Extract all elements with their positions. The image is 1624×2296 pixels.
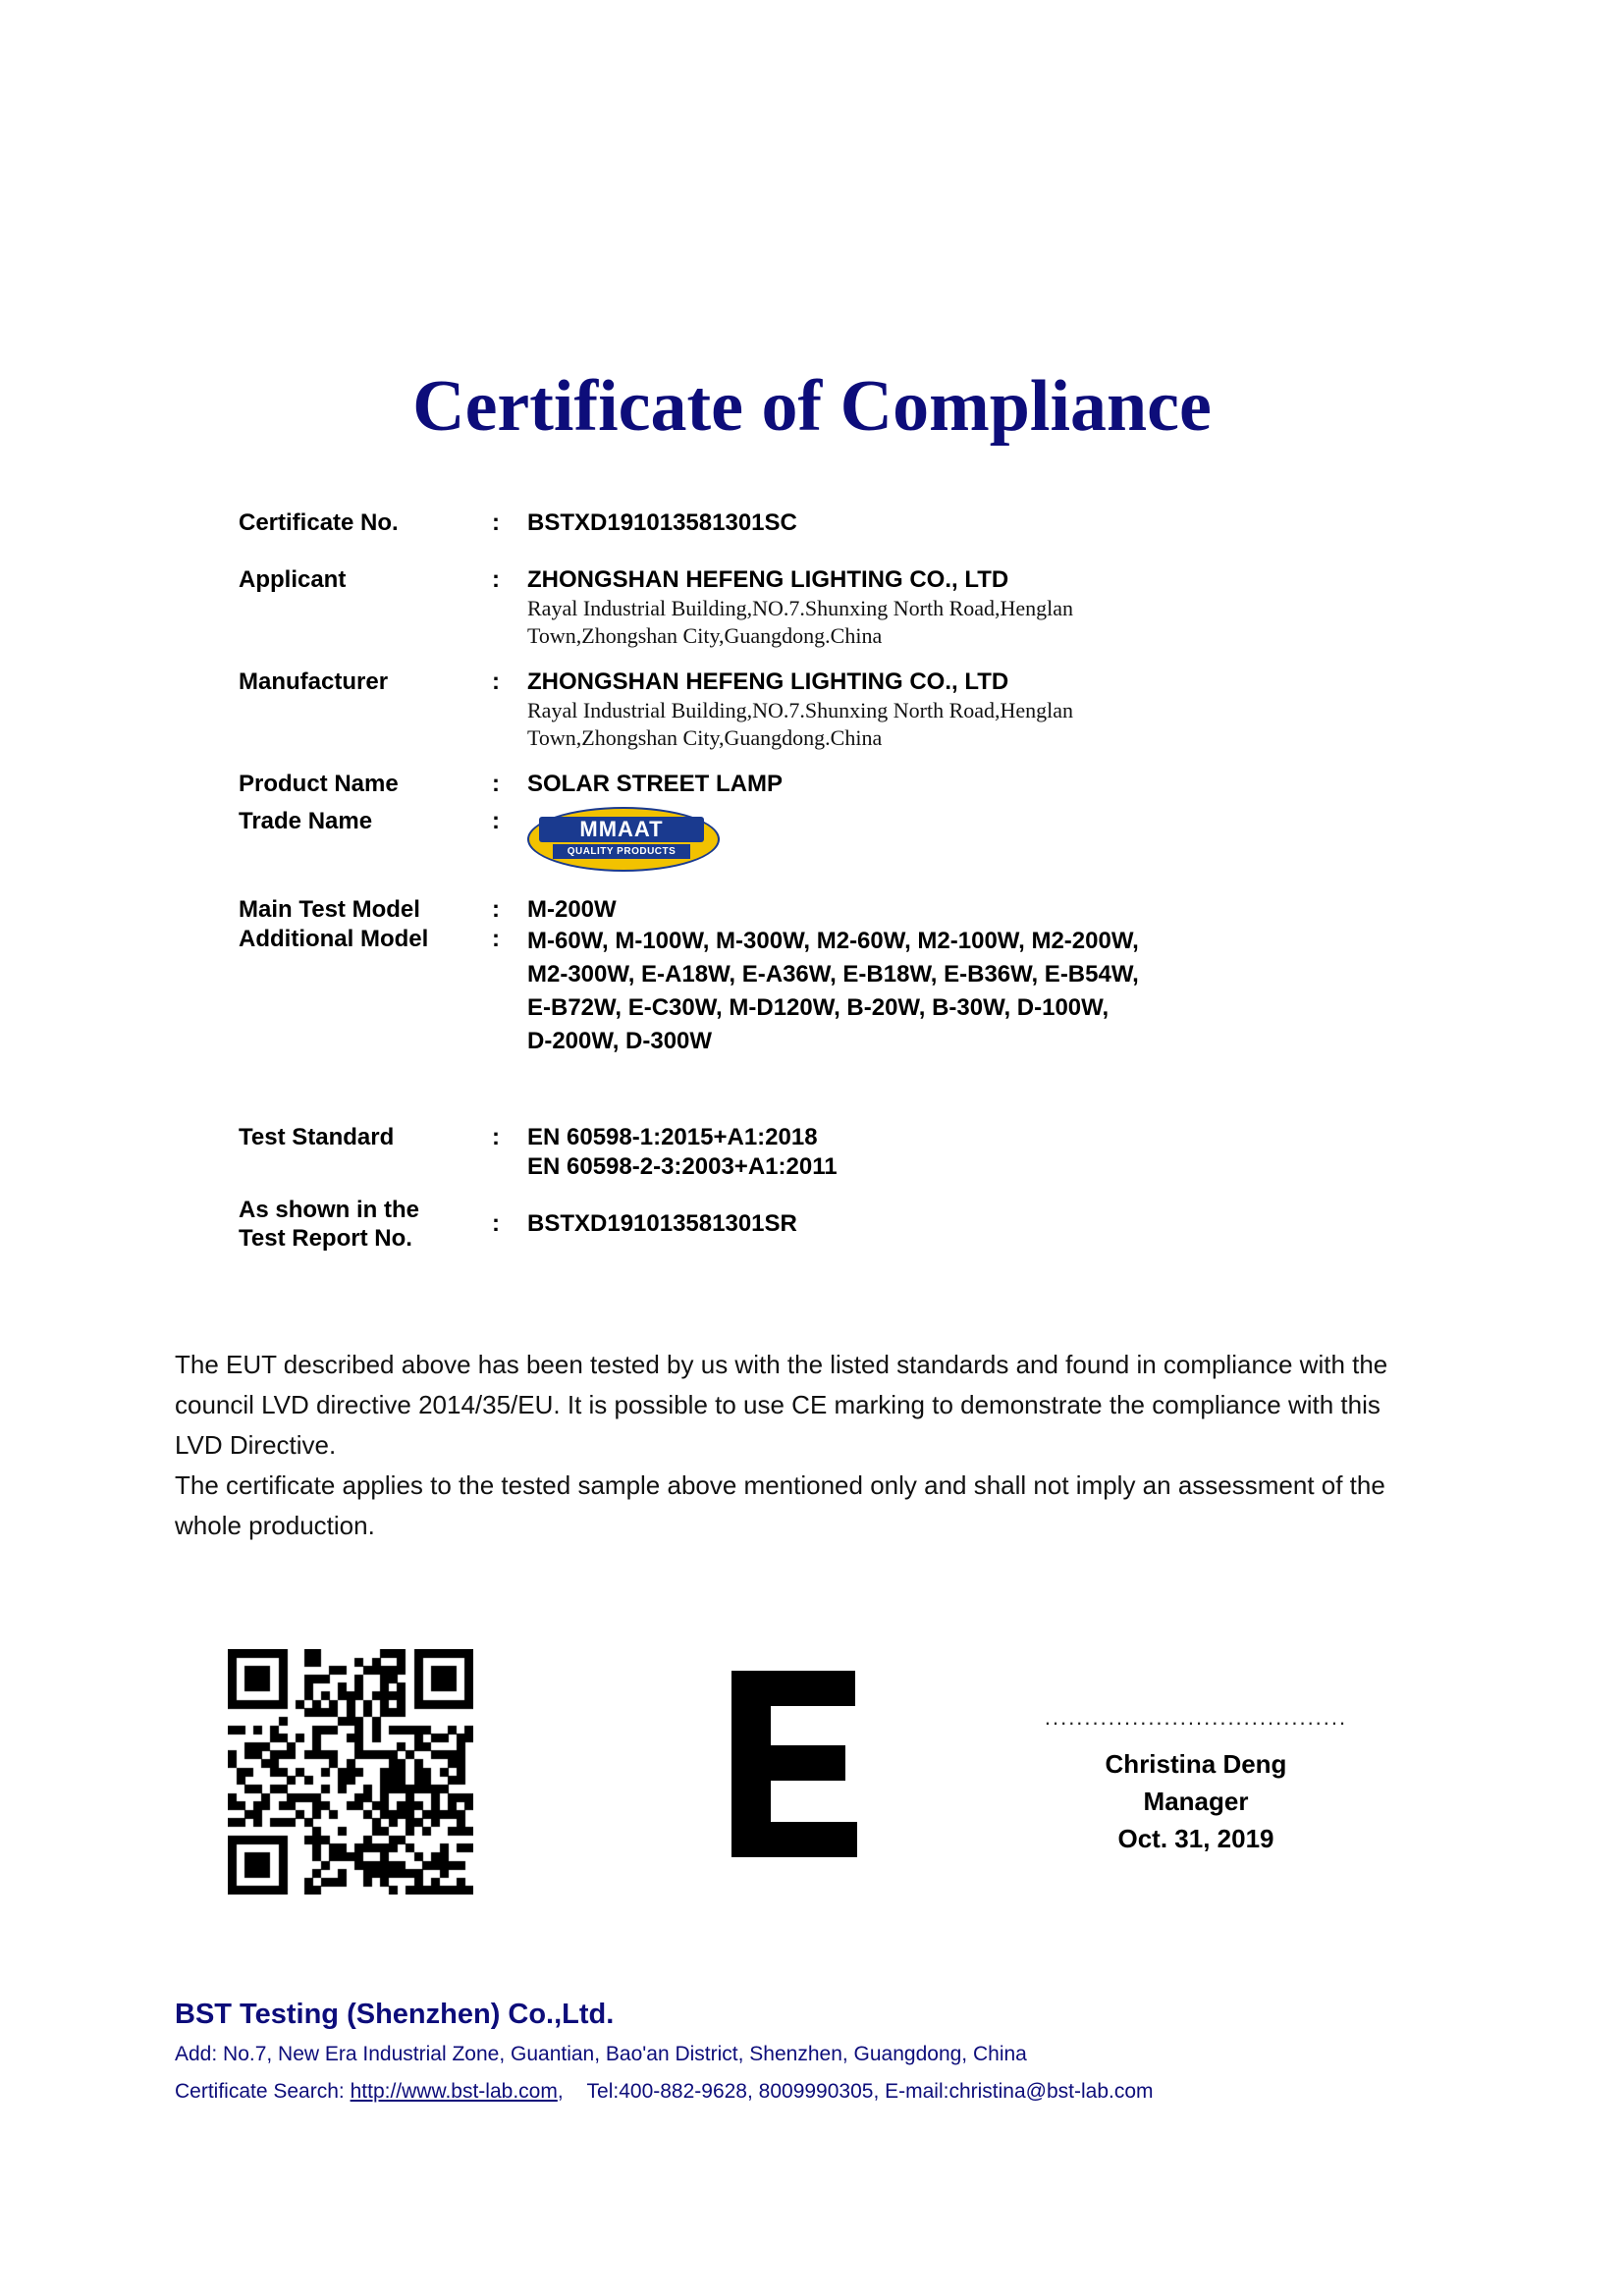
field-value-group (527, 807, 1397, 868)
field-label-line2: Test Report No. (239, 1225, 412, 1252)
additional-model-line: M2-300W, E-A18W, E-A36W, E-B18W, E-B36W, E-B54W, (527, 961, 1139, 988)
spacer (239, 538, 1397, 565)
applicant-address-line1: Rayal Industrial Building,NO.7.Shunxing North Road,Henglan (527, 596, 1074, 620)
field-label: Test Standard (239, 1124, 395, 1150)
field-additional-model (239, 925, 1397, 1058)
field-label: Main Test Model (239, 896, 420, 923)
signature-block (1039, 1705, 1353, 1857)
certificate-fields (239, 508, 1397, 1253)
additional-model-line: M-60W, M-100W, M-300W, M2-60W, M2-100W, M2-200W, (527, 928, 1139, 954)
signatory-name: Christina Deng (1105, 1749, 1287, 1779)
additional-model-line: E-B72W, E-C30W, M-D120W, B-20W, B-30W, D-100W, (527, 994, 1110, 1021)
field-colon: : (492, 771, 500, 797)
test-standard-line: EN 60598-1:2015+A1:2018 (527, 1124, 818, 1150)
field-label: Applicant (239, 566, 347, 593)
field-value: BSTXD191013581301SR (527, 1210, 797, 1237)
field-label: Certificate No. (239, 509, 399, 536)
spacer (239, 1182, 1397, 1196)
marks-row (0, 1629, 1624, 1914)
field-value: M-200W (527, 896, 617, 923)
field-manufacturer (239, 667, 1397, 752)
signature-date: Oct. 31, 2019 (1117, 1824, 1274, 1853)
field-value-group (527, 925, 1397, 1058)
footer-company-name: BST Testing (Shenzhen) Co.,Ltd. (175, 1999, 615, 2030)
spacer (239, 650, 1397, 667)
field-certificate-no (239, 508, 1397, 538)
certificate-search-label: Certificate Search: (175, 2080, 345, 2103)
field-value-group (527, 1123, 1397, 1182)
field-label: Additional Model (239, 926, 429, 952)
manufacturer-address-line1: Rayal Industrial Building,NO.7.Shunxing North Road,Henglan (527, 698, 1074, 722)
field-colon: : (492, 566, 500, 593)
field-product-name (239, 770, 1397, 799)
footer (175, 1993, 1500, 2110)
page-title: Certificate of Compliance (412, 366, 1212, 447)
applicant-name: ZHONGSHAN HEFENG LIGHTING CO., LTD (527, 566, 1009, 593)
spacer (239, 799, 1397, 807)
ce-mark-icon (565, 1651, 859, 1877)
compliance-statement (175, 1345, 1412, 1546)
field-label-line1: As shown in the (239, 1197, 420, 1223)
field-main-test-model (239, 895, 1397, 925)
field-value: BSTXD191013581301SC (527, 509, 797, 536)
field-colon: : (492, 926, 500, 952)
footer-contact-line: Certificate Search: http://www.bst-lab.com, Tel:400-882-9628, 8009990305, E-mail:christina@bst-lab.com (175, 2080, 1154, 2103)
field-label-group (239, 1196, 492, 1253)
spacer (239, 752, 1397, 770)
statement-paragraph-1: The EUT described above has been tested by us with the listed standards and found in compliance with the council LVD directive 2014/35/EU. It is possible to use CE marking to demonstrate the compliance with this LVD Directive. (175, 1350, 1388, 1460)
field-label: Product Name (239, 771, 399, 797)
field-value-group (527, 667, 1397, 752)
field-colon: : (492, 1124, 500, 1150)
field-trade-name (239, 807, 1397, 868)
field-test-report-no (239, 1196, 1397, 1253)
field-value-group (527, 565, 1397, 650)
signature-dotted-line: ...................................... (1044, 1705, 1348, 1730)
field-colon: : (492, 896, 500, 923)
applicant-address-line2: Town,Zhongshan City,Guangdong.China (527, 623, 883, 648)
manufacturer-name: ZHONGSHAN HEFENG LIGHTING CO., LTD (527, 668, 1009, 695)
field-test-standard (239, 1123, 1397, 1182)
field-label: Manufacturer (239, 668, 389, 695)
footer-address: Add: No.7, New Era Industrial Zone, Guantian, Bao'an District, Shenzhen, Guangdong, China (175, 2043, 1027, 2065)
trade-name-logo (527, 807, 716, 868)
spacer (239, 868, 1397, 895)
field-applicant (239, 565, 1397, 650)
field-colon: : (492, 668, 500, 695)
field-colon: : (492, 1210, 500, 1237)
field-colon: : (492, 509, 500, 536)
test-standard-line: EN 60598-2-3:2003+A1:2011 (527, 1153, 838, 1180)
certificate-search-link[interactable]: http://www.bst-lab.com (350, 2080, 558, 2103)
qr-canvas (228, 1649, 473, 1895)
signatory-position: Manager (1143, 1787, 1249, 1816)
additional-model-line: D-200W, D-300W (527, 1028, 713, 1054)
manufacturer-address-line2: Town,Zhongshan City,Guangdong.China (527, 725, 883, 750)
qr-code-icon (228, 1649, 473, 1895)
footer-contact-info: Tel:400-882-9628, 8009990305, E-mail:christina@bst-lab.com (586, 2080, 1154, 2103)
field-value: SOLAR STREET LAMP (527, 771, 784, 797)
field-label: Trade Name (239, 808, 373, 834)
logo-tagline: QUALITY PRODUCTS (553, 844, 690, 859)
field-colon: : (492, 808, 500, 834)
statement-paragraph-2: The certificate applies to the tested sample above mentioned only and shall not imply an assessment of the whole production. (175, 1470, 1385, 1540)
logo-wordmark: MMAAT (539, 817, 704, 842)
spacer (239, 1058, 1397, 1123)
